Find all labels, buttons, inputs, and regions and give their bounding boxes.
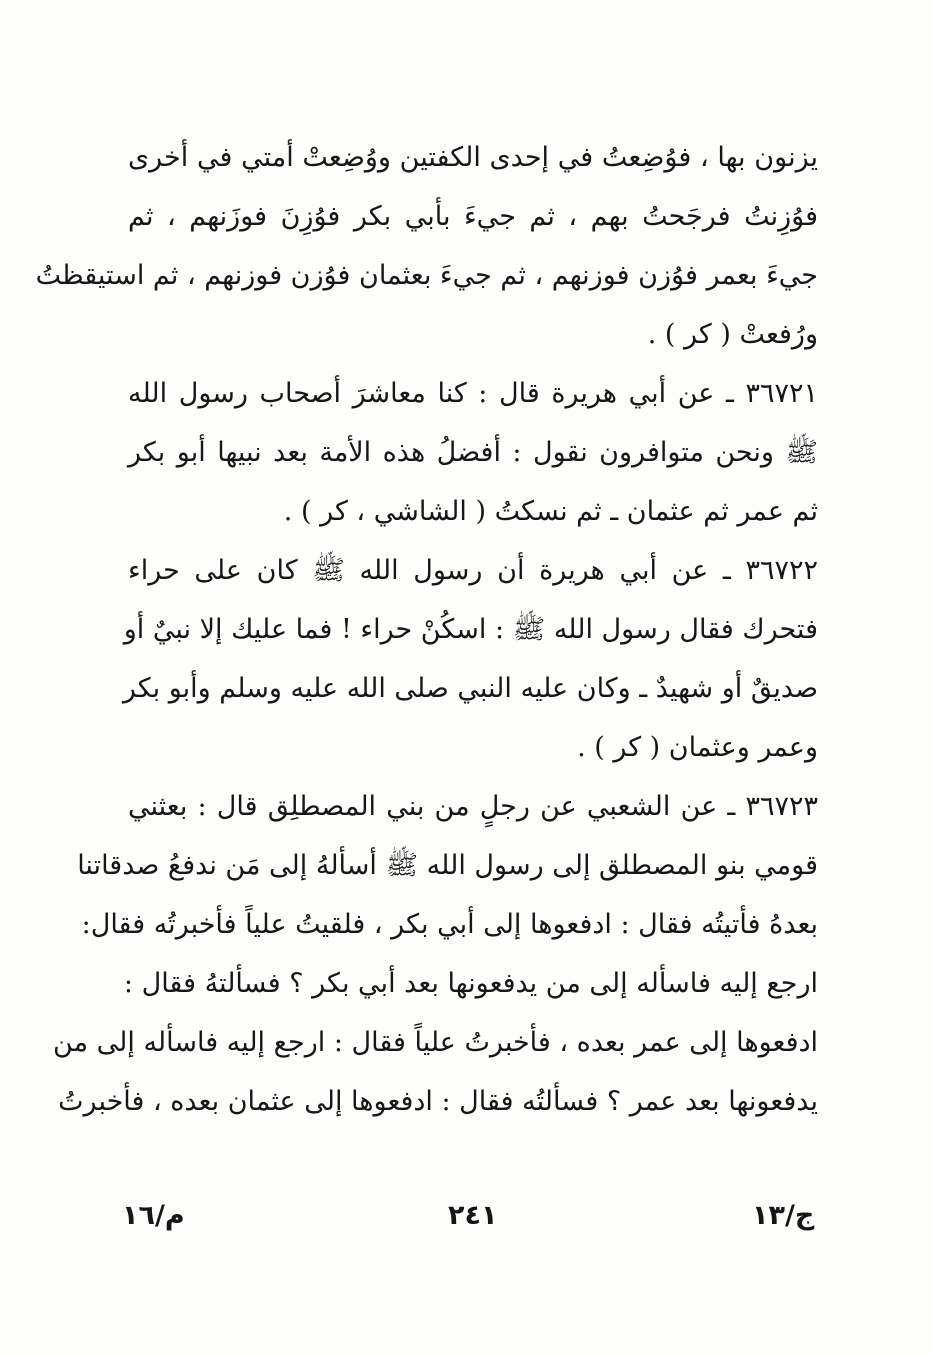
text-line-14: بعدهُ فأتيتُه فقال : ادفعوها إلى أبي بكر ، فلقيتُ علياً فأخبرتُه فقال: [81,909,818,940]
text-line-8: ٣٦٧٢٢ ـ عن أبي هريرة أن رسول الله ﷺ كان على حراء [128,555,818,586]
body-text [35,128,818,1131]
text-line-5: ٣٦٧٢١ ـ عن أبي هريرة قال : كنا معاشرَ أصحاب رسول الله [128,378,818,409]
text-line-1: يزنون بها ، فوُضِعتُ في إحدى الكفتين ووُضِعتْ أمتي في أخرى [128,142,818,173]
text-line-7: ثم عمر ثم عثمان ـ ثم نسكتُ ( الشاشي ، كر ) . [283,496,818,527]
text-line-4: ورُفعتْ ( كر ) . [647,319,818,350]
text-line-2: فوُزِنتُ فرجَحتُ بهم ، ثم جيءَ بأبي بكر فوُزِنَ فوزَنهم ، ثم [128,201,818,232]
footer-section-marker: م/١٦ [122,1200,185,1231]
text-line-12: ٣٦٧٢٣ ـ عن الشعبي عن رجلٍ من بني المصطلِق قال : بعثني [128,791,818,822]
text-line-15: ارجع إليه فاسأله إلى من يدفعونها بعد أبي بكر ؟ فسألتهُ فقال : [123,968,818,999]
page-number: ٢٤١ [448,1200,498,1231]
text-line-10: صديقٌ أو شهيدٌ ـ وكان عليه النبي صلى الله عليه وسلم وأبو بكر [122,673,818,704]
text-line-6: ﷺ ونحن متوافرون نقول : أفضلُ هذه الأمة بعد نبيها أبو بكر [128,437,818,468]
text-line-17: يدفعونها بعد عمر ؟ فسألتُه فقال : ادفعوها إلى عثمان بعده ، فأخبرتُ [58,1086,818,1117]
text-line-11: وعمر وعثمان ( كر ) . [577,732,818,763]
text-line-3: جيءَ بعمر فوُزن فوزنهم ، ثم جيءَ بعثمان فوُزن فوزنهم ، ثم استيقظتُ [35,260,818,291]
text-line-13: قومي بنو المصطلق إلى رسول الله ﷺ أسألهُ إلى مَن ندفعُ صدقاتنا [77,850,818,881]
text-line-9: فتحرك فقال رسول الله ﷺ : اسكُنْ حراء ! فما عليك إلا نبيٌ أو [123,614,818,645]
footer-volume-marker: ج/١٣ [752,1200,815,1231]
text-line-16: ادفعوها إلى عمر بعده ، فأخبرتُ علياً فقال : ارجع إليه فاسأله إلى من [53,1027,818,1058]
